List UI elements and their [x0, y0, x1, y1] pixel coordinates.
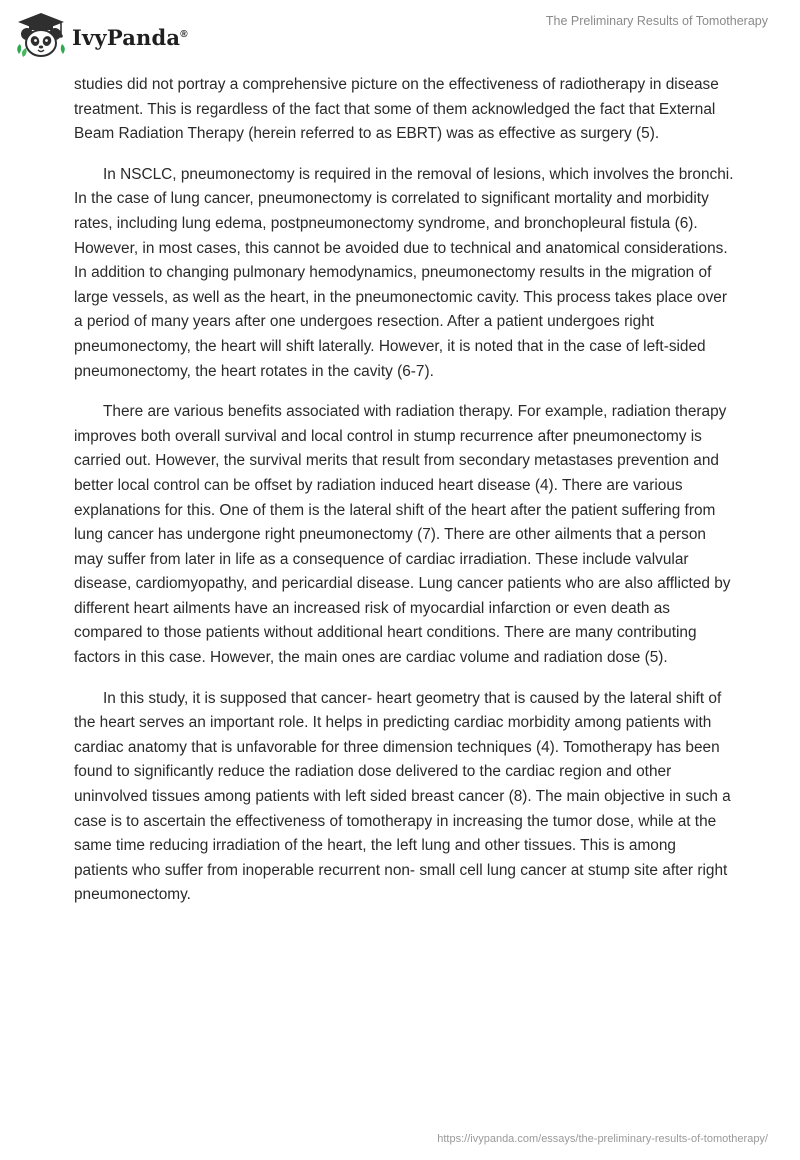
- brand-name: IvyPanda®: [72, 24, 188, 50]
- registered-mark: ®: [180, 28, 188, 40]
- paragraph-3: There are various benefits associated with radiation therapy. For example, radiation therapy improves both overall survival and local control in stump recurrence after pneumonectomy is carried out. However, the survival merits that result from secondary metastases prevention and better local control can be offset by radiation induced heart disease (4). There are various explanations for this. One of them is the lateral shift of the heart after the patient suffering from lung cancer has undergone right pneumonectomy (7). There are other ailments that a person may suffer from later in life as a consequence of cardiac irradiation. These include valvular disease, cardiomyopathy, and pericardial disease. Lung cancer patients who are also afflicted by different heart ailments have an increased risk of myocardial infarction or even death as compared to those patients without additional heart conditions. There are many contributing factors in this case. However, the main ones are cardiac volume and radiation dose (5).: [74, 403, 731, 667]
- page-header: [0, 0, 800, 72]
- source-url[interactable]: https://ivypanda.com/essays/the-preliminary-results-of-tomotherapy/: [437, 1133, 768, 1145]
- brand-logo[interactable]: [14, 10, 188, 60]
- essay-body: [74, 73, 734, 924]
- paragraph-2: In NSCLC, pneumonectomy is required in the removal of lesions, which involves the bronchi. In the case of lung cancer, pneumonectomy is correlated to significant mortality and morbidity rates, including lung edema, postpneumonectomy syndrome, and bronchopleural fistula (6). However, in most cases, this cannot be avoided due to technical and anatomical considerations. In addition to changing pulmonary hemodynamics, pneumonectomy results in the migration of large vessels, as well as the heart, in the pneumonectomic cavity. This process takes place over a period of many years after one undergoes resection. After a patient undergoes right pneumonectomy, the heart will shift laterally. However, it is noted that in the case of left-sided pneumonectomy, the heart rotates in the cavity (6-7).: [74, 165, 734, 380]
- panda-graduate-icon: [14, 10, 68, 60]
- paragraph-4: In this study, it is supposed that cancer- heart geometry that is caused by the lateral shift of the heart serves an important role. It helps in predicting cardiac morbidity among patients with cardiac anatomy that is unfavorable for three dimension techniques (4). Tomotherapy has been found to significantly reduce the radiation dose delivered to the cardiac region and other uninvolved tissues among patients with left sided breast cancer (8). The main objective in such a case is to ascertain the effectiveness of tomotherapy in increasing the tumor dose, while at the same time reducing irradiation of the heart, the left lung and other tissues. This is among patients who suffer from inoperable recurrent non- small cell lung cancer at stump site after right pneumonectomy.: [74, 689, 731, 904]
- paragraph-1: studies did not portray a comprehensive picture on the effectiveness of radiotherapy in disease treatment. This is regardless of the fact that some of them acknowledged the fact that External Beam Radiation Therapy (herein referred to as EBRT) was as effective as surgery (5).: [74, 76, 719, 143]
- document-title: The Preliminary Results of Tomotherapy: [545, 14, 768, 28]
